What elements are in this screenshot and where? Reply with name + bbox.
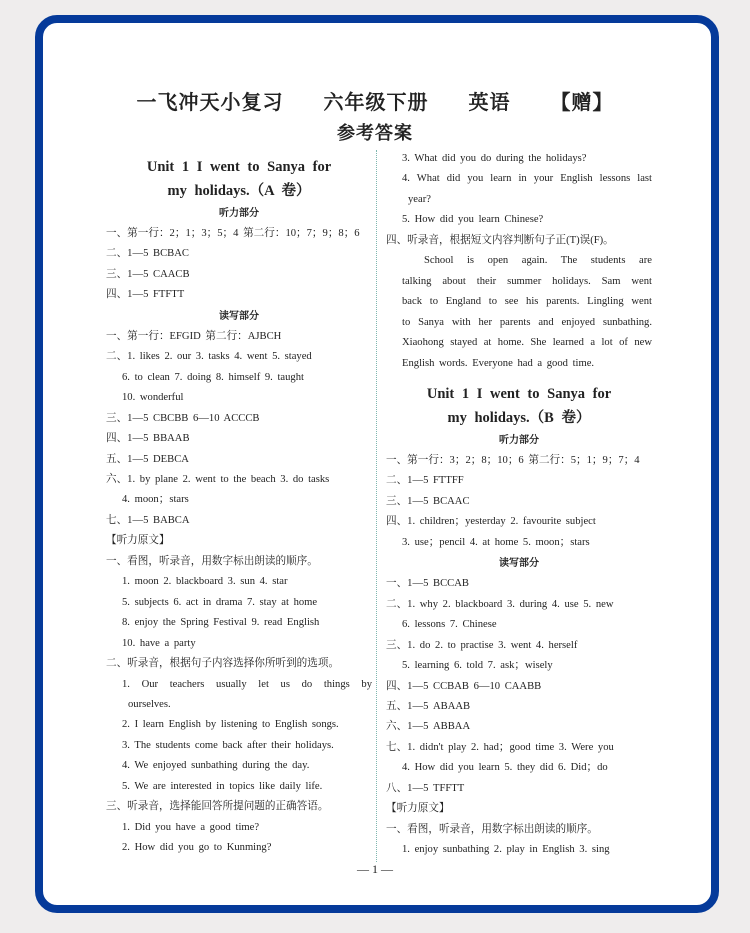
answer-line: 六、1—5 ABBAA (386, 721, 471, 733)
answer-line: 三、听录音，选择能回答所提问题的正确答语。 (106, 801, 329, 813)
left-column (106, 155, 372, 859)
answer-line: 【听力原文】 (386, 803, 450, 815)
answer-line: 6. lessons 7. Chinese (402, 619, 497, 631)
answer-line: 二、1. why 2. blackboard 3. during 4. use 5. new (386, 598, 614, 610)
column-divider (376, 150, 377, 862)
answer-line: 4. What did you learn in your English lessons last (402, 173, 652, 185)
answer-line: 三、1—5 BCAAC (386, 495, 470, 507)
document-subtitle: 参考答案 (337, 123, 413, 143)
answer-line: 五、1—5 DEBCA (106, 453, 189, 465)
paragraph-line: English words. Everyone had a good time. (402, 357, 595, 369)
answer-line: 四、1—5 FTFTT (106, 289, 185, 301)
answer-line: 一、看图，听录音，用数字标出朗读的顺序。 (386, 823, 598, 835)
answer-line: 七、1—5 BABCA (106, 514, 190, 526)
answer-line: ourselves. (128, 698, 171, 710)
answer-line: 三、1—5 CAACB (106, 268, 190, 280)
section-heading: 读写部分 (499, 558, 539, 570)
answer-line: 2. I learn English by listening to English songs. (122, 719, 339, 731)
answer-line: 二、1—5 FTTFF (386, 475, 464, 487)
paragraph-line: Xiaohong stayed at home. She learned a lot of new (402, 337, 652, 349)
answer-line: year? (408, 193, 431, 205)
answer-line: 一、第一行：EFGID 第二行：AJBCH (106, 330, 282, 342)
answer-line: 1. Did you have a good time? (122, 821, 260, 833)
spacer (386, 374, 652, 382)
unit-heading: Unit 1 I went to Sanya for (426, 385, 612, 402)
answer-line: 一、1—5 BCCAB (386, 578, 469, 590)
answer-line: 三、1. do 2. to practise 3. went 4. herself (386, 639, 578, 651)
answer-line: 3. The students come back after their holidays. (122, 739, 334, 751)
answer-line: 一、第一行：2；1；3；5；4 第二行：10；7；9；8；6 (106, 228, 360, 239)
section-heading: 听力部分 (499, 434, 539, 446)
answer-line: 10. wonderful (122, 392, 184, 404)
unit-heading: my holidays.（A 卷） (167, 183, 311, 199)
answer-line: 1. moon 2. blackboard 3. sun 4. star (122, 576, 288, 588)
answer-line: 一、看图，听录音，用数字标出朗读的顺序。 (106, 555, 318, 567)
answer-line: 5. We are interested in topics like daily life. (122, 780, 323, 792)
answer-line: 2. How did you go to Kunming? (122, 842, 272, 854)
answer-line: 5. How did you learn Chinese? (402, 214, 544, 226)
answer-line: 四、听录音，根据短文内容判断句子正(T)误(F)。 (386, 234, 614, 246)
answer-line: 五、1—5 ABAAB (386, 700, 471, 712)
answer-line: 四、1—5 BBAAB (106, 433, 190, 445)
answer-line: 七、1. didn't play 2. had；good time 3. Were you (386, 741, 614, 753)
answer-line: 3. use；pencil 4. at home 5. moon；stars (402, 536, 590, 548)
answer-line: 三、1—5 CBCBB 6—10 ACCCB (106, 412, 260, 424)
answer-line: 二、1—5 BCBAC (106, 248, 189, 260)
answer-line: 6. to clean 7. doing 8. himself 9. taught (122, 371, 304, 383)
right-column (386, 149, 652, 861)
answer-line: 八、1—5 TFFTT (386, 782, 465, 794)
answer-line: 1. Our teachers usually let us do things by (122, 678, 372, 690)
unit-heading: Unit 1 I went to Sanya for (146, 159, 332, 175)
unit-heading: my holidays.（B 卷） (447, 409, 591, 426)
answer-line: 【听力原文】 (106, 535, 170, 547)
answer-line: 四、1. children；yesterday 2. favourite subject (386, 516, 596, 528)
answer-line: 4. moon；stars (122, 494, 189, 506)
answer-line: 10. have a party (122, 637, 196, 649)
paragraph-line: back to England to see his parents. Lingling went (402, 296, 652, 308)
answer-line: 1. enjoy sunbathing 2. play in English 3. sing (402, 844, 610, 856)
page-number: — 1 — (357, 862, 393, 876)
answer-line: 5. subjects 6. act in drama 7. stay at home (122, 596, 318, 608)
section-heading: 读写部分 (219, 310, 259, 322)
answer-line: 二、听录音，根据句子内容选择你所听到的选项。 (106, 658, 340, 670)
answer-line: 4. How did you learn 5. they did 6. Did；do (402, 762, 608, 774)
answer-line: 5. learning 6. told 7. ask；wisely (402, 660, 553, 672)
answer-line: 8. enjoy the Spring Festival 9. read English (122, 617, 320, 629)
paragraph-line: talking about their summer holidays. Sam went (402, 275, 652, 287)
answer-line: 四、1—5 CCBAB 6—10 CAABB (386, 680, 542, 692)
document-title: 一飞冲天小复习 六年级下册 英语 【赠】 (136, 92, 614, 114)
section-heading: 听力部分 (219, 208, 259, 219)
paragraph-line: School is open again. The students are (424, 255, 652, 267)
answer-line: 六、1. by plane 2. went to the beach 3. do tasks (106, 473, 330, 485)
answer-line: 3. What did you do during the holidays? (402, 153, 587, 164)
answer-line: 二、1. likes 2. our 3. tasks 4. went 5. stayed (106, 351, 312, 363)
answer-line: 4. We enjoyed sunbathing during the day. (122, 760, 310, 772)
paragraph-line: to Sanya with her parents and enjoyed sunbathing. (402, 316, 652, 328)
answer-line: 一、第一行：3；2；8；10；6 第二行：5；1；9；7；4 (386, 454, 640, 466)
